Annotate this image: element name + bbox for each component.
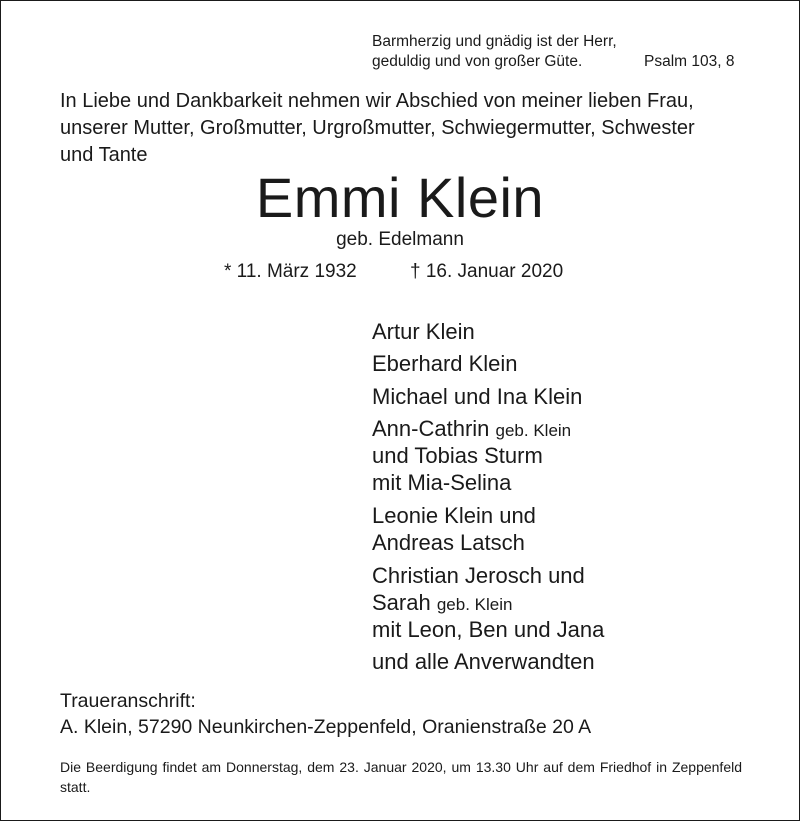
verse-line-2: geduldig und von großer Güte. (372, 53, 583, 70)
mourner-line (372, 415, 571, 444)
mourner-line: Artur Klein (372, 319, 475, 344)
verse-reference: Psalm 103, 8 (644, 53, 735, 70)
mourner-line: mit Mia-Selina (372, 470, 512, 495)
address-label: Traueranschrift: (60, 690, 196, 712)
mourner-line: mit Leon, Ben und Jana (372, 617, 605, 642)
death-date: † 16. Januar 2020 (410, 261, 564, 282)
mourner-line: und Tobias Sturm (372, 443, 543, 468)
intro-line-2: unserer Mutter, Großmutter, Urgroßmutter, Schwiegermutter, Schwester (60, 117, 695, 139)
intro-line-1: In Liebe und Dankbarkeit nehmen wir Abschied von meiner lieben Frau, (60, 90, 694, 112)
birth-date: * 11. März 1932 (224, 261, 357, 282)
mourner-line: Eberhard Klein (372, 351, 518, 376)
mourner-note: geb. Klein (436, 595, 513, 614)
verse-line-1: Barmherzig und gnädig ist der Herr, (372, 33, 617, 50)
mourner-text: Michael und Ina Klein (372, 384, 583, 409)
address-text: A. Klein, 57290 Neunkirchen-Zeppenfeld, Oranienstraße 20 A (60, 716, 592, 738)
mourner-line (372, 589, 512, 618)
deceased-name: Emmi Klein (255, 166, 545, 229)
mourner-text: Sarah (372, 590, 431, 615)
mourner-line: Leonie Klein und (372, 503, 536, 528)
mourner-line: Christian Jerosch und (372, 563, 585, 588)
intro-text (60, 88, 695, 169)
mourner-text: Ann-Cathrin (372, 416, 490, 441)
maiden-name: geb. Edelmann (336, 229, 464, 250)
funeral-note: Die Beerdigung findet am Donnerstag, dem 23. Januar 2020, um 13.30 Uhr auf dem Friedhof in Zeppenfeld statt. (60, 759, 742, 795)
mourner-line: Andreas Latsch (372, 530, 525, 555)
intro-line-3: und Tante (60, 144, 148, 166)
mourner-note: geb. Klein (495, 421, 572, 440)
mourning-address (60, 688, 591, 740)
bible-verse (372, 32, 735, 72)
mourner-line (372, 383, 582, 410)
mourner-line: und alle Anverwandten (372, 649, 595, 674)
